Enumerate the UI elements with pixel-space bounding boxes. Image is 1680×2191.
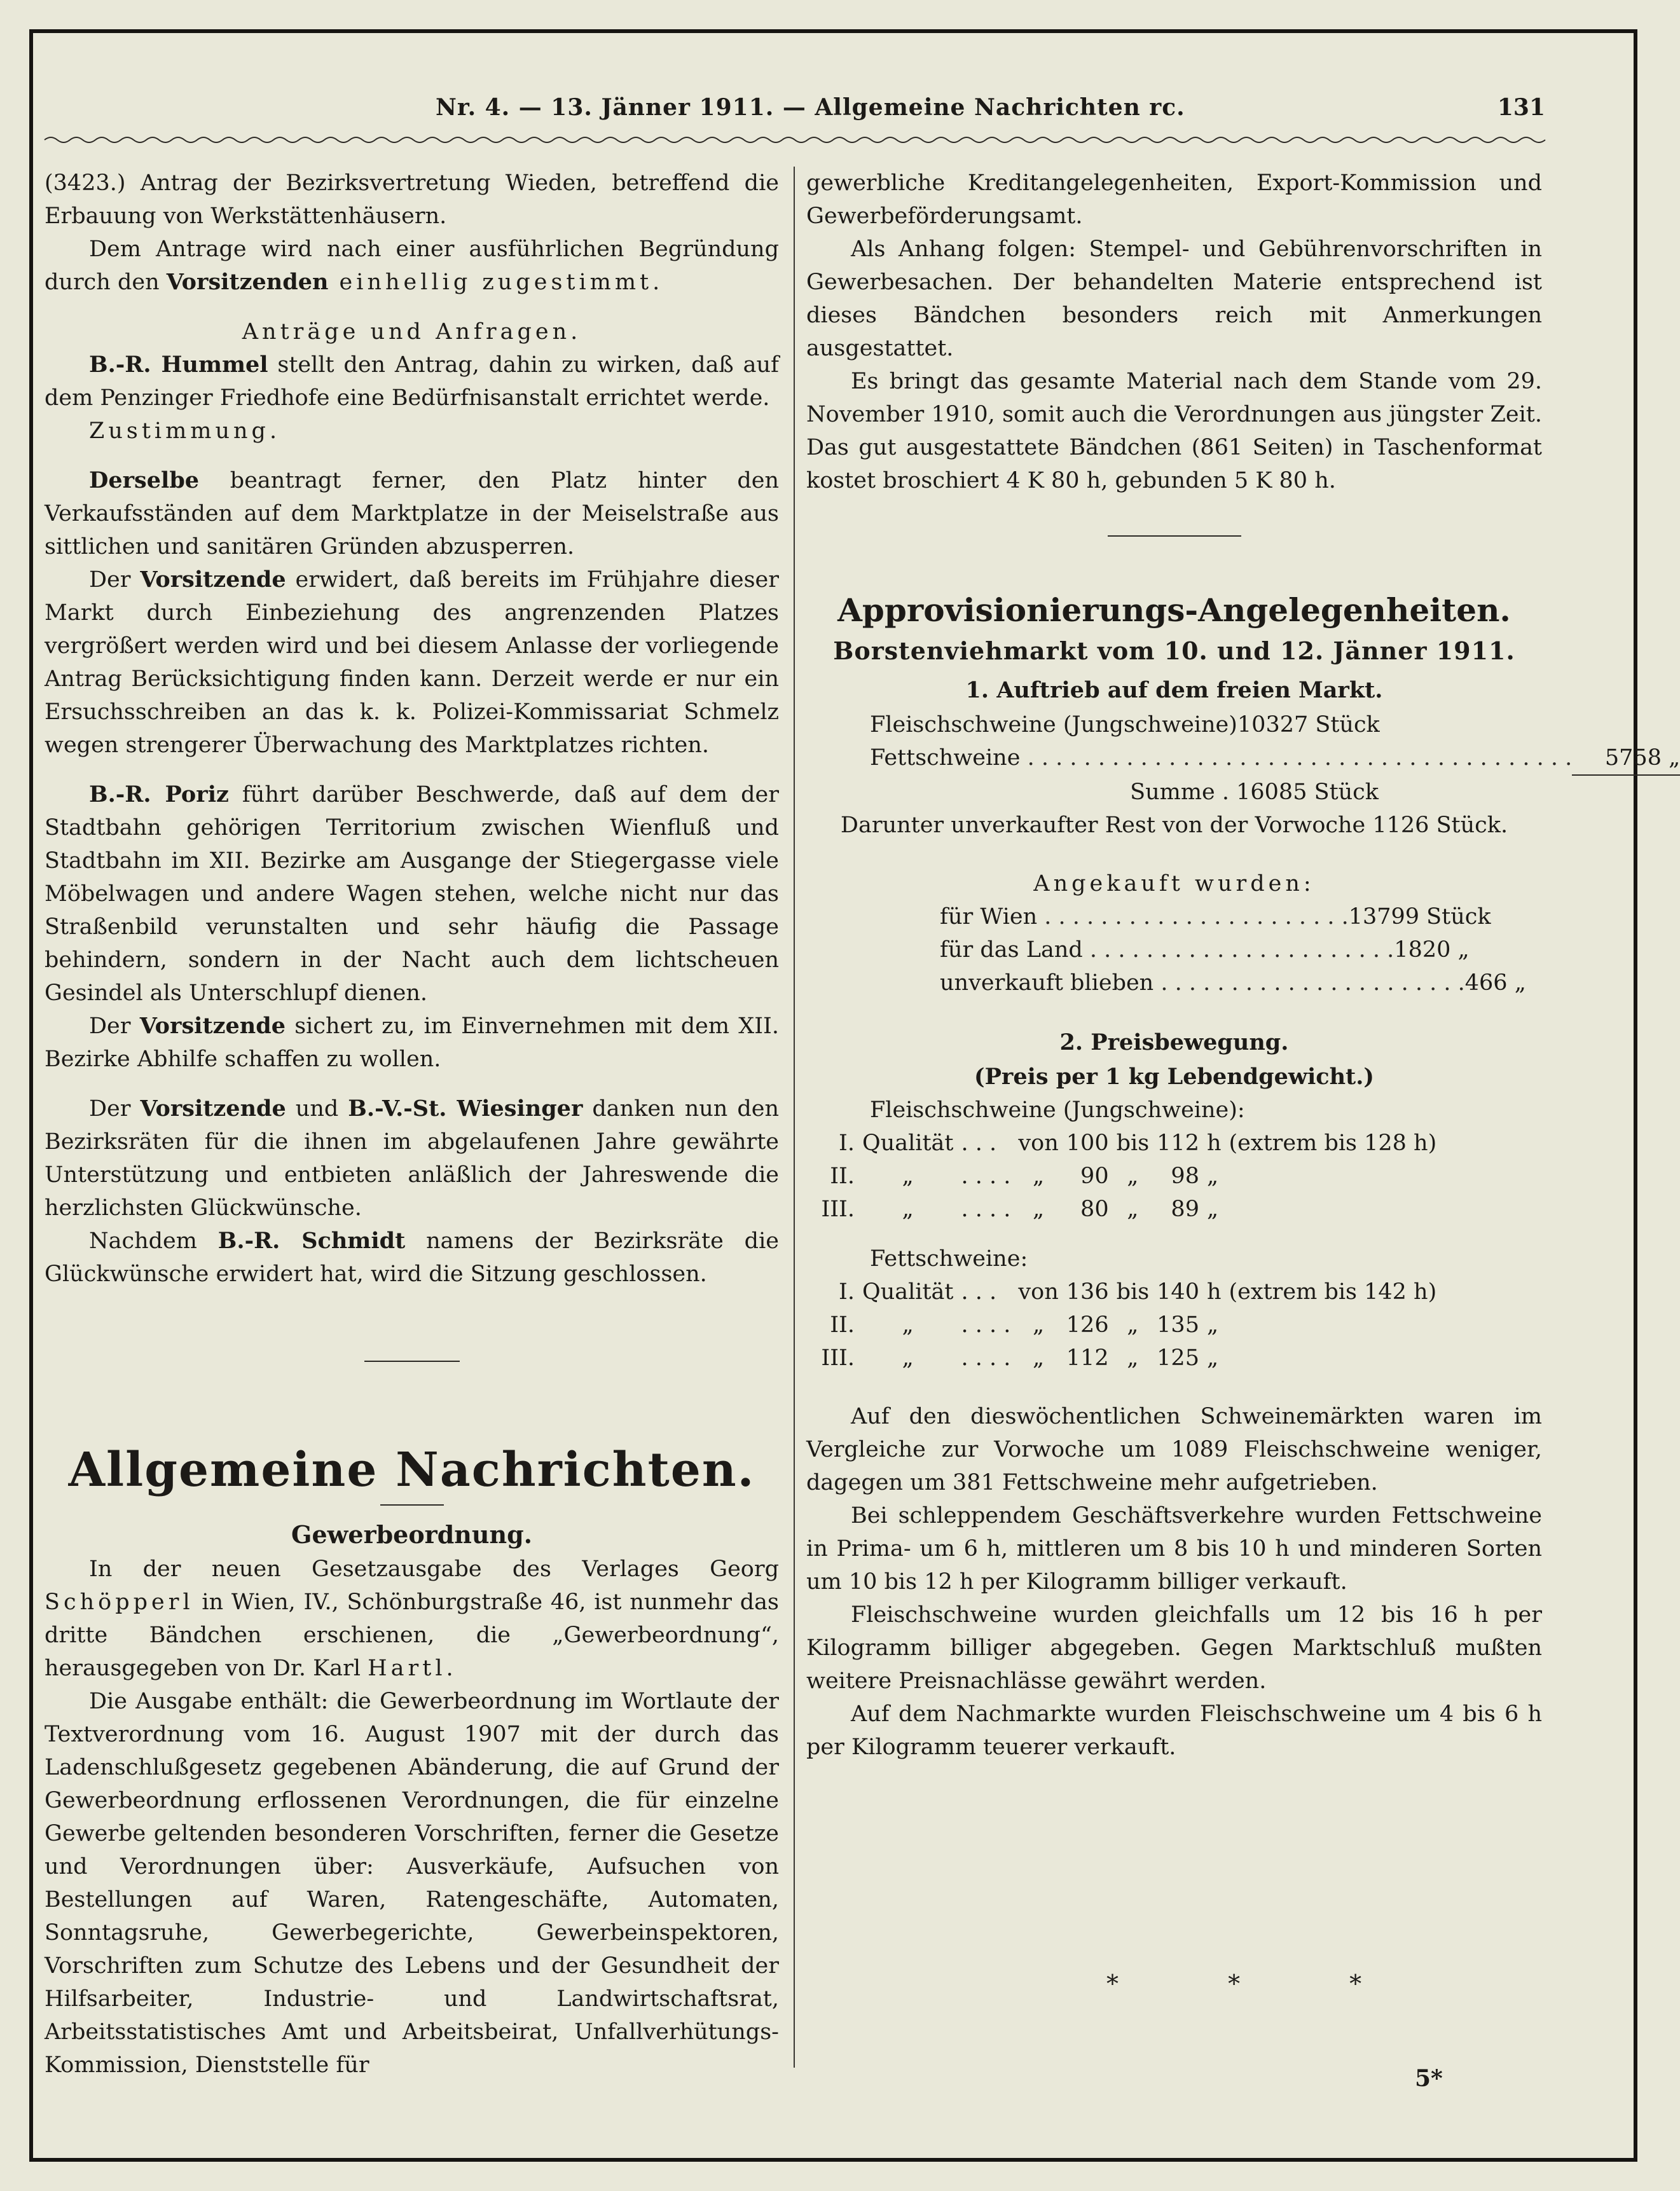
unit: „ (1206, 1312, 1219, 1338)
text: Der (89, 567, 141, 593)
grade: II. (830, 1164, 855, 1189)
dots: . . . (961, 1279, 997, 1305)
von: von (1018, 1130, 1059, 1156)
item-value: 466 „ (1464, 970, 1526, 996)
item-value: 13799 Stück (1348, 904, 1491, 930)
paragraph (45, 1010, 779, 1076)
bold-name: Vorsitzende (139, 1013, 286, 1039)
item-value: 5758 „ (1572, 741, 1680, 776)
list-item (870, 741, 1680, 776)
sum-value: 16085 Stück (1236, 780, 1379, 805)
unit: „ (1206, 1164, 1219, 1189)
paragraph (45, 1225, 779, 1291)
grade: I. (839, 1130, 855, 1156)
price-from: 100 (1066, 1130, 1109, 1156)
leader-dots: . . . . . . . . . . . . . . . . . . . . . . (1082, 937, 1394, 963)
item-label: für Wien (940, 904, 1038, 930)
von: „ (1033, 1312, 1045, 1338)
text: erwidert, daß bereits im Frühjahre dieser Markt durch Einbeziehung des angrenzenden Platzes vergrößert werden wird und bei diesem Anlasse der vorliegende Antrag Berücksichtigung finden kann. Derzeit werde er nur ein Ersuchsschreiben an das k. k. Polizei-Kommissariat Schmelz wegen strengerer Überwachung des Marktplatzes richten. (45, 567, 779, 758)
paragraph: gewerbliche Kreditangelegenheiten, Export-Kommission und Gewerbeförderungsamt. (806, 170, 1542, 229)
quality: „ (902, 1345, 914, 1371)
text: beantragt ferner, den Platz hinter den Verkaufsständen auf dem Marktplatze in der Meiselstraße aus sittlichen und sanitären Gründen abzusperren. (45, 468, 779, 560)
paragraph (45, 1553, 779, 1685)
text: Der (89, 1013, 140, 1039)
quality: „ (902, 1164, 914, 1189)
market-title: Borstenviehmarkt vom 10. und 12. Jänner 1911. (833, 636, 1515, 665)
list-item (870, 708, 1379, 741)
price-from: 112 (1066, 1345, 1109, 1371)
auftrieb-title: 1. Auftrieb auf dem freien Markt. (965, 677, 1383, 703)
item-value: 10327 Stück (1237, 712, 1380, 738)
text: einhellig zugestimmt. (328, 270, 664, 295)
paragraph: Zustimmung. (89, 418, 281, 444)
leader-dots: . . . . . . . . . . . . . . . . . . . . . . (1153, 970, 1465, 996)
von: „ (1033, 1197, 1045, 1222)
text: und (286, 1096, 348, 1122)
right-column (806, 167, 1680, 1764)
bis: „ (1127, 1164, 1139, 1189)
unit: „ (1206, 1345, 1219, 1371)
subsection-title: Gewerbeordnung. (291, 1520, 532, 1549)
bis: „ (1127, 1345, 1139, 1371)
bis: bis (1116, 1130, 1150, 1156)
bis: „ (1127, 1312, 1139, 1338)
price-to: 98 (1171, 1164, 1199, 1189)
item-label: Fettschweine (870, 745, 1021, 771)
paragraph: Fleischschweine wurden gleichfalls um 12 bis 16 h per Kilogramm billiger abgegeben. Gegen Marktschluß mußten weitere Preisnachlässe gewährt werden. (806, 1602, 1542, 1694)
dots: . . . . (961, 1345, 1011, 1371)
dots: . . . . (961, 1312, 1011, 1338)
section-stars: * * * (1106, 1970, 1413, 1998)
fett-label: Fettschweine: (870, 1246, 1028, 1272)
list-item (940, 966, 1526, 999)
extreme (1225, 1160, 1441, 1193)
extreme: (extrem bis 142 h) (1229, 1279, 1437, 1305)
price-from: 90 (1080, 1164, 1109, 1189)
unit: „ (1206, 1197, 1219, 1222)
list-item (870, 776, 1379, 809)
paragraph: Die Ausgabe enthält: die Gewerbeordnung im Wortlaute der Textverordnung vom 16. August 1907 mit der durch das Ladenschlußgesetz gegebenen Abänderung, die auf Grund der Gewerbeordnung erflossenen Verordnungen, die für einzelne Gewerbe geltenden besonderen Vorschriften, ferner die Gesetze und Verordnungen über: Ausverkäufe, Aufsuchen von Bestellungen auf Waren, Ratengeschäfte, Automaten, Sonntagsruhe, Gewerbegerichte, Gewerbeinspektoren, Vorschriften zum Schutze des Lebens und der Gesundheit der Hilfsarbeiter, Industrie- und Landwirtschaftsrat, Arbeitsstatistisches Amt und Arbeitsbeirat, Unfallverhütungs-Kommission, Dienststelle für (45, 1689, 779, 2078)
page-header (45, 94, 1545, 132)
text: Dem Antrage wird nach einer ausführlichen Begründung durch den (45, 237, 779, 295)
section-heading: Anträge und Anfragen. (242, 319, 582, 345)
extreme (1225, 1342, 1441, 1375)
paragraph (45, 464, 779, 563)
bis: „ (1127, 1197, 1139, 1222)
paragraph (45, 348, 779, 415)
section-rule (364, 1361, 460, 1362)
price-table-fleisch (813, 1127, 1440, 1226)
price-to: 135 (1157, 1312, 1199, 1338)
angekauft-list (806, 900, 1526, 999)
page-number: 131 (1497, 94, 1545, 121)
von: „ (1033, 1345, 1045, 1371)
grade: III. (821, 1197, 855, 1222)
table-row (813, 1160, 1440, 1193)
paragraph: Bei schleppendem Geschäftsverkehre wurden Fettschweine in Prima- um 6 h, mittleren um 8 bis 10 h und minderen Sorten um 10 bis 12 h per Kilogramm billiger verkauft. (806, 1503, 1542, 1595)
text: Der (89, 1096, 141, 1122)
list-item (940, 933, 1470, 966)
table-row (813, 1193, 1440, 1226)
bold-name: Vorsitzenden (166, 269, 329, 295)
extreme: (extrem bis 128 h) (1229, 1130, 1437, 1156)
quality: Qualität (862, 1279, 954, 1305)
grade: I. (839, 1279, 855, 1305)
paragraph (45, 778, 779, 1010)
bold-name: B.-R. Hummel (89, 352, 268, 378)
list-item (940, 900, 1491, 933)
text: Nachdem (89, 1228, 218, 1254)
dots: . . . (961, 1130, 997, 1156)
leader-dots: . (1215, 780, 1237, 805)
grade: II. (830, 1312, 855, 1338)
price-to: 112 (1157, 1130, 1199, 1156)
dots: . . . . (961, 1164, 1011, 1189)
fleisch-label: Fleischschweine (Jungschweine): (870, 1097, 1245, 1123)
price-to: 89 (1171, 1197, 1199, 1222)
extreme (1225, 1308, 1441, 1342)
price-from: 80 (1080, 1197, 1109, 1222)
bold-name: Derselbe (89, 467, 200, 493)
sum-label: Summe (1130, 780, 1215, 805)
price-to: 140 (1157, 1279, 1199, 1305)
paragraph (45, 1092, 779, 1225)
title-underline (380, 1504, 444, 1506)
von: von (1018, 1279, 1059, 1305)
text: führt darüber Beschwerde, daß auf dem der Stadtbahn gehörigen Territorium zwischen Wienfluß und Stadtbahn im XII. Bezirke am Ausgange der Stiegergasse viele Möbelwagen und andere Wagen stehen, welche nicht nur das Straßenbild verunstalten und sehr häufig die Passage behindern, sondern in der Nacht auch dem lichtscheuen Gesindel als Unterschlupf dienen. (45, 782, 779, 1006)
bold-name: Vorsitzende (140, 1096, 286, 1122)
paragraph (45, 563, 779, 762)
unit: h (1206, 1130, 1222, 1156)
paragraph: Auf den dieswöchentlichen Schweinemärkten waren im Vergleiche zur Vorwoche um 1089 Fleischschweine weniger, dagegen um 381 Fettschweine mehr aufgetrieben. (806, 1404, 1542, 1495)
extreme (1225, 1193, 1441, 1226)
von: „ (1033, 1164, 1045, 1189)
bold-name: Vorsitzende (140, 567, 286, 593)
quality: „ (902, 1197, 914, 1222)
price-from: 136 (1066, 1279, 1109, 1305)
text: In der neuen Gesetzausgabe des Verlages Georg (89, 1556, 779, 1582)
spaced-name: Schöpperl (45, 1590, 194, 1615)
paragraph: Als Anhang folgen: Stempel- und Gebührenvorschriften in Gewerbesachen. Der behandelten Materie entsprechend ist dieses Bändchen besonders reich mit Anmerkungen ausgestattet. (806, 237, 1542, 361)
header-wavy-rule (45, 134, 1545, 146)
signature-mark: 5* (1415, 2065, 1443, 2092)
leader-dots: . . . . . . . . . . . . . . . . . . . . . . (1037, 904, 1349, 930)
price-from: 126 (1066, 1312, 1109, 1338)
quality: Qualität (862, 1130, 954, 1156)
unit: h (1206, 1279, 1222, 1305)
section-title: Allgemeine Nachrichten. (68, 1443, 755, 1497)
paragraph: (3423.) Antrag der Bezirksvertretung Wieden, betreffend die Erbauung von Werkstättenhäusern. (45, 170, 779, 229)
paragraph: Es bringt das gesamte Material nach dem Stande vom 29. November 1910, somit auch die Verordnungen aus jüngster Zeit. Das gut ausgestattete Bändchen (861 Seiten) in Taschenformat kostet broschiert 4 K 80 h, gebunden 5 K 80 h. (806, 369, 1542, 493)
preis-subtitle: (Preis per 1 kg Lebendgewicht.) (974, 1064, 1374, 1090)
quality: „ (902, 1312, 914, 1338)
grade: III. (821, 1345, 855, 1371)
paragraph (45, 233, 779, 299)
price-table-fett (813, 1275, 1440, 1375)
text: danken nun den Bezirksräten für die ihnen im abgelaufenen Jahre gewährte Unterstützung und entbieten anläßlich der Jahreswende die herzlichsten Glückwünsche. (45, 1096, 779, 1221)
dots: . . . . (961, 1197, 1011, 1222)
table-row (813, 1308, 1440, 1342)
text: sichert zu, im Einvernehmen mit dem XII. Bezirke Abhilfe schaffen zu wollen. (45, 1013, 779, 1072)
auftrieb-list (806, 708, 1680, 809)
price-to: 125 (1157, 1345, 1199, 1371)
leader-dots: . . . . . . . . . . . . . . . . . . . . . . . . . . . . . . . . . . . . . . . (1020, 745, 1573, 771)
text: stellt den Antrag, dahin zu wirken, daß auf dem Penzinger Friedhofe eine Bedürfnisanstalt errichtet werde. (45, 352, 779, 411)
spaced-name: Hartl (368, 1656, 446, 1681)
text: . (446, 1656, 453, 1681)
text: in Wien, IV., Schönburgstraße 46, ist nunmehr das dritte Bändchen erschienen, die „Gewerbeordnung“, herausgegeben von Dr. Karl (45, 1590, 779, 1681)
section-title: Approvisionierungs-Angelegenheiten. (837, 591, 1511, 629)
table-row (813, 1342, 1440, 1375)
section-rule (1108, 535, 1241, 537)
column-divider (794, 167, 795, 2068)
item-label: Fleischschweine (Jungschweine) (870, 712, 1237, 738)
item-value: 1820 „ (1394, 937, 1470, 963)
header-title: Nr. 4. — 13. Jänner 1911. — Allgemeine Nachrichten rc. (436, 94, 1185, 121)
bis: bis (1116, 1279, 1150, 1305)
angekauft-heading: Angekauft wurden: (1033, 871, 1315, 896)
paragraph: Auf dem Nachmarkte wurden Fleischschweine um 4 bis 6 h per Kilogramm teuerer verkauft. (806, 1701, 1542, 1760)
preis-title: 2. Preisbewegung. (1059, 1029, 1289, 1055)
table-row (813, 1275, 1440, 1308)
item-label: für das Land (940, 937, 1083, 963)
table-row (813, 1127, 1440, 1160)
item-label: unverkauft blieben (940, 970, 1154, 996)
bold-name: B.-V.-St. Wiesinger (348, 1096, 583, 1122)
text: namens der Bezirksräte die Glückwünsche erwidert hat, wird die Sitzung geschlossen. (45, 1228, 779, 1287)
bold-name: B.-R. Schmidt (217, 1228, 406, 1254)
rest-line: Darunter unverkaufter Rest von der Vorwoche 1126 Stück. (840, 813, 1508, 838)
bold-name: B.-R. Poriz (89, 781, 229, 807)
left-column (45, 167, 779, 2082)
